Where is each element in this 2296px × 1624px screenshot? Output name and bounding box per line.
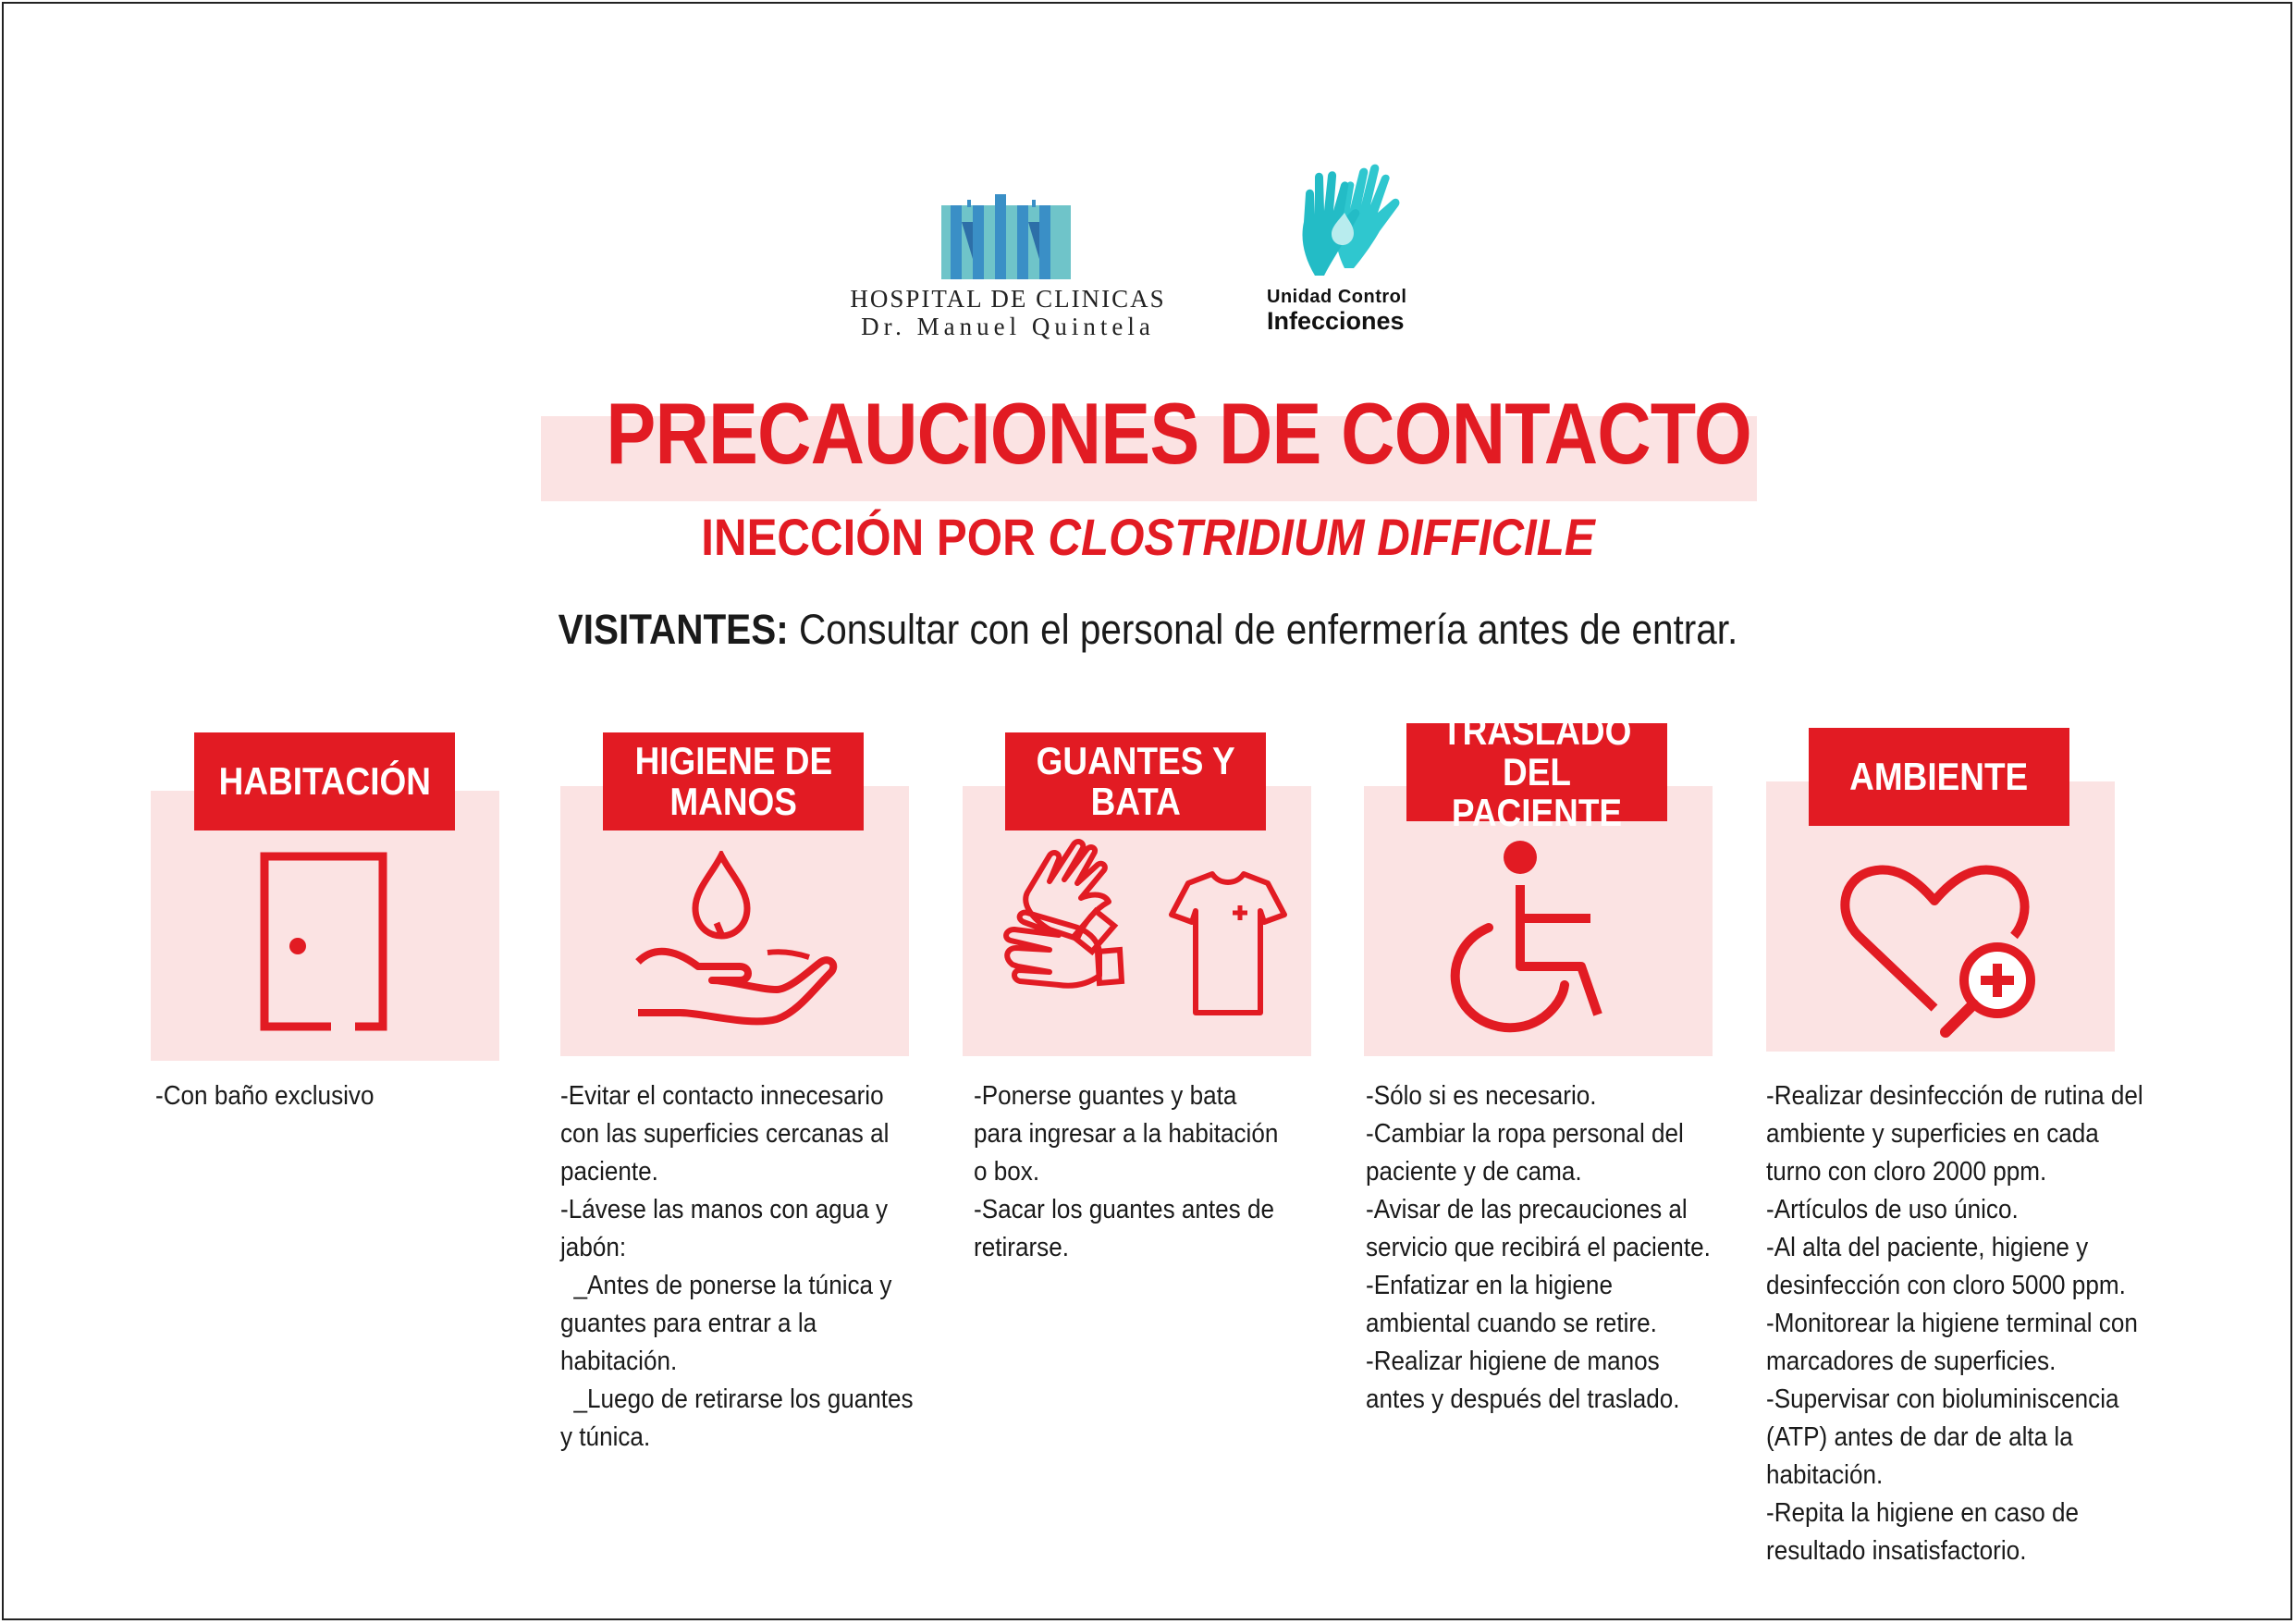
desc-line: -Enfatizar en la higiene [1366,1271,1613,1300]
wheelchair-icon [1443,837,1646,1040]
hand-washing-icon [629,851,841,1045]
tag-guantes-line1: GUANTES Y [1036,739,1235,782]
desc-line: -Ponerse guantes y bata [974,1081,1237,1111]
desc-higiene [560,1077,914,1457]
tag-ambiente-label: AMBIENTE [1849,755,2029,798]
hospital-logo [814,166,1202,351]
page-title: PRECAUCIONES DE CONTACTO [606,385,1751,482]
unit-name-line1: Unidad Control [1267,287,1407,307]
subtitle-prefix: INECCIÓN POR [701,508,1049,566]
desc-line: (ATP) antes de dar de alta la [1766,1422,2073,1452]
tag-traslado [1406,709,1667,834]
desc-line: habitación. [1766,1460,1884,1490]
desc-line: -Artículos de uso único. [1766,1195,2019,1224]
gloves-gown-icon [994,837,1290,1022]
tag-higiene-line2: MANOS [669,780,797,823]
desc-line: -Lávese las manos con agua y [560,1195,889,1224]
desc-line: ambiental cuando se retire. [1366,1309,1657,1338]
desc-line: jabón: [560,1233,627,1262]
desc-line: -Al alta del paciente, higiene y [1766,1233,2089,1262]
desc-line: servicio que recibirá el paciente. [1366,1233,1711,1262]
desc-line: -Con baño exclusivo [155,1081,374,1111]
desc-line: retirarse. [974,1233,1069,1262]
page-subtitle [594,507,1702,567]
desc-line: resultado insatisfactorio. [1766,1536,2027,1566]
desc-line: antes y después del traslado. [1366,1384,1680,1414]
desc-ambiente [1766,1077,2143,1570]
infection-control-logo [1258,157,1443,342]
desc-line: -Realizar higiene de manos [1366,1347,1660,1376]
desc-line: -Evitar el contacto innecesario [560,1081,884,1111]
desc-line: ambiente y superficies en cada [1766,1119,2099,1149]
desc-line: desinfección con cloro 5000 ppm. [1766,1271,2126,1300]
desc-line: con las superficies cercanas al [560,1119,890,1149]
hospital-name: HOSPITAL DE CLINICAS [850,285,1166,313]
desc-line: -Sólo si es necesario. [1366,1081,1597,1111]
heart-search-icon [1831,851,2053,1045]
desc-line: -Avisar de las precauciones al [1366,1195,1688,1224]
hands-drop-icon [1278,157,1407,277]
desc-line: paciente y de cama. [1366,1157,1582,1187]
unit-name-line2: Infecciones [1267,307,1405,335]
desc-line: -Repita la higiene en caso de [1766,1498,2080,1528]
desc-line: _Luego de retirarse los guantes [560,1384,914,1414]
desc-line: guantes para entrar a la [560,1309,817,1338]
visitors-notice [431,606,1865,654]
tag-higiene-line1: HIGIENE DE [634,739,832,782]
desc-line: marcadores de superficies. [1766,1347,2057,1376]
desc-line: turno con cloro 2000 ppm. [1766,1157,2047,1187]
desc-line: o box. [974,1157,1040,1187]
tag-habitacion [194,732,455,830]
tag-habitacion-label: HABITACIÓN [218,759,431,803]
desc-line: -Sacar los guantes antes de [974,1195,1275,1224]
tag-traslado-line2: DEL PACIENTE [1451,750,1623,834]
door-icon [252,849,399,1034]
tag-traslado-line1: TRASLADO [1442,709,1632,753]
desc-line: para ingresar a la habitación [974,1119,1279,1149]
desc-line: paciente. [560,1157,658,1187]
desc-line: -Supervisar con bioluminiscencia [1766,1384,2119,1414]
desc-traslado [1366,1077,1711,1419]
tag-guantes [1005,732,1266,830]
desc-line: _Antes de ponerse la túnica y [560,1271,892,1300]
visitors-label: VISITANTES: [558,606,789,653]
desc-line: habitación. [560,1347,678,1376]
desc-line: -Cambiar la ropa personal del [1366,1119,1684,1149]
desc-habitacion [155,1077,472,1115]
desc-line: y túnica. [560,1422,651,1452]
desc-line: -Realizar desinfección de rutina del [1766,1081,2143,1111]
desc-guantes [974,1077,1290,1267]
tag-ambiente [1809,728,2069,826]
desc-line: -Monitorear la higiene terminal con [1766,1309,2138,1338]
tag-higiene [603,732,864,830]
hospital-building-icon [941,194,1071,279]
tag-guantes-line2: BATA [1090,780,1181,823]
visitors-text: Consultar con el personal de enfermería antes de entrar. [788,606,1738,653]
subtitle-organism: CLOSTRIDIUM DIFFICILE [1048,508,1595,566]
hospital-subtitle: Dr. Manuel Quintela [861,313,1155,340]
